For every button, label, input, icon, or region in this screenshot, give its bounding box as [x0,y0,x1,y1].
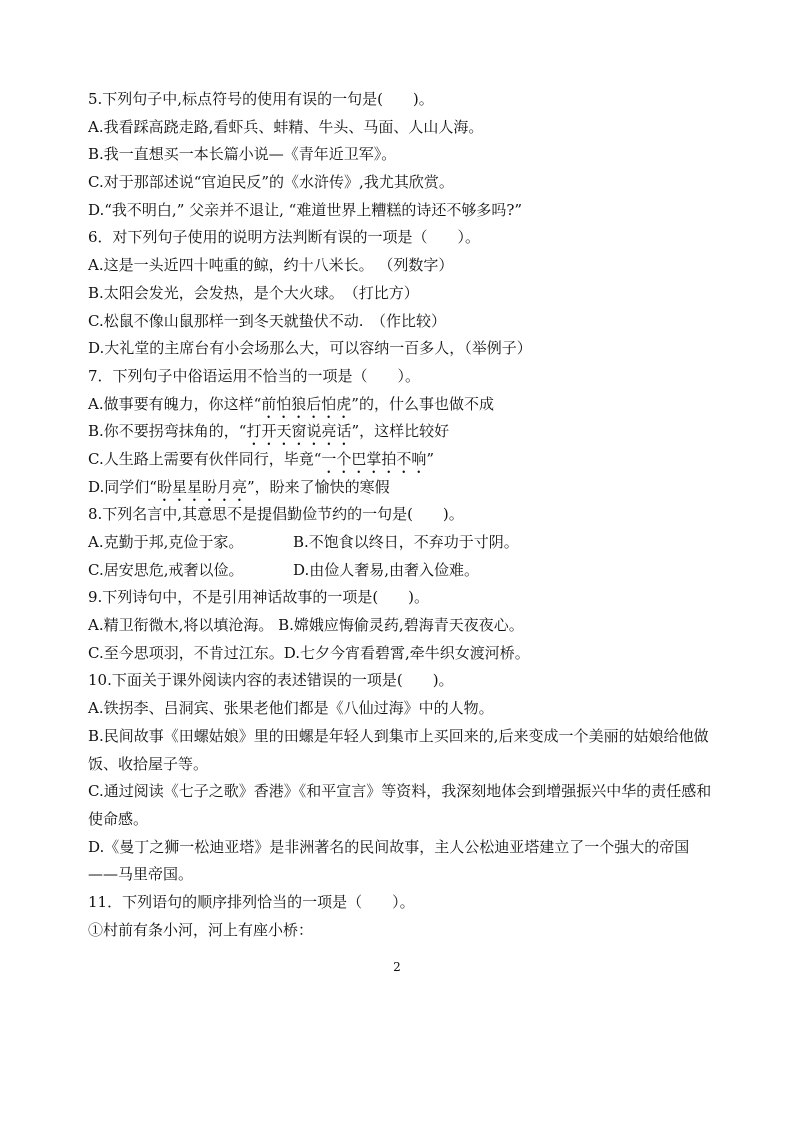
option-7a-suffix: ”的，什么事也做不成 [351,394,494,413]
option-7a-proverb: 前怕狼后怕虎 [261,394,352,413]
option-10b: B.民间故事《田螺姑娘》里的田螺是年轻人到集市上买回来的,后来变成一个美丽的姑娘给他做饭、收拾屋子等。 [88,726,709,773]
question-11: 11．下列语句的顺序排列恰当的一项是（ ）。 [88,893,415,912]
option-7d [88,474,718,502]
option-8d: D.由俭人奢易,由奢入俭难。 [293,560,480,579]
question-6: 6．对下列句子使用的说明方法判断有误的一项是（ ）。 [88,228,481,247]
options-9ab: A.精卫衔微木,将以填沧海。 B.嫦娥应悔偷灵药,碧海青天夜夜心。 [88,616,524,635]
option-7b-prefix: B.你不要拐弯抹角的，“ [88,422,247,441]
option-8b: B.不饱食以终日，不弃功于寸阴。 [293,533,519,551]
option-6c: C.松鼠不像山鼠那样一到冬天就蛰伏不动. （作比较） [88,311,446,330]
option-7a [88,391,718,419]
option-5c: C.对于那部述说“官迫民反”的《水浒传》,我尤其欣赏。 [88,173,454,192]
option-7b-suffix: ”，这样比较好 [351,422,450,441]
question-5: 5.下列句子中,标点符号的使用有误的一句是( )。 [88,90,434,108]
option-6b: B.太阳会发光，会发热，是个大火球。 （打比方） [88,283,419,302]
option-7d-proverb: 盼星星盼月亮 [156,477,247,496]
option-7c-prefix: C.人生路上需要有伙伴同行，毕竟“ [88,449,322,468]
options-8cd [88,557,718,585]
option-10d: D.《曼丁之狮一松迪亚塔》是非洲著名的民间故事，主人公松迪亚塔建立了一个强大的帝国——马里帝国。 [88,837,690,884]
option-7b [88,418,718,446]
question-7: 7．下列句子中俗语运用不恰当的一项是（ ）。 [88,366,421,385]
option-8a: A.克勤于邦,克俭于家。 [88,533,244,551]
option-5a: A.我看踩高跷走路,看虾兵、蚌精、牛头、马面、人山人海。 [88,117,484,136]
option-6d: D.大礼堂的主席台有小会场那么大，可以容纳一百多人，（举例子） [88,339,532,358]
option-10a: A.铁拐李、吕洞宾、张果老他们都是《八仙过海》中的人物。 [88,699,494,718]
option-7b-proverb: 打开天窗说亮话 [246,422,352,441]
option-7d-suffix: ”，盼来了愉快的寒假 [246,477,390,496]
option-7d-prefix: D.同学们“ [88,477,157,496]
question-10: 10.下面关于课外阅读内容的表述错误的一项是( )。 [88,671,454,690]
option-5b: B.我一直想买一本长篇小说—《青年近卫军》。 [88,145,397,164]
option-6a: A.这是一头近四十吨重的鲸，约十八米长。 （列数字） [88,256,454,275]
option-7a-prefix: A.做事要有魄力，你这样“ [88,394,262,413]
page-number: 2 [393,960,401,974]
exam-questions [88,86,718,944]
options-9cd: C.至今思项羽，不肯过江东。D.七夕今宵看碧霄,牵牛织女渡河桥。 [88,643,530,662]
sentence-11-1: ①村前有条小河，河上有座小桥： [88,920,314,939]
option-7c-suffix: ” [426,449,435,468]
option-5d: D.“我不明白,” 父亲并不退让, “难道世界上糟糕的诗还不够多吗?” [88,200,523,219]
option-7c [88,446,718,474]
options-8ab [88,529,718,557]
option-10c: C.通过阅读《七子之歌》香港》《和平宣言》等资料，我深刻地体会到增强振兴中华的责任感和使命感。 [88,782,712,828]
option-7c-proverb: 一个巴掌拍不响 [321,449,427,468]
option-8c: C.居安思危,戒奢以俭。 [88,560,244,579]
question-9: 9.下列诗句中，不是引用神话故事的一项是( )。 [88,588,430,607]
question-8: 8.下列名言中,其意思不是提倡勤俭节约的一句是( )。 [88,505,464,524]
